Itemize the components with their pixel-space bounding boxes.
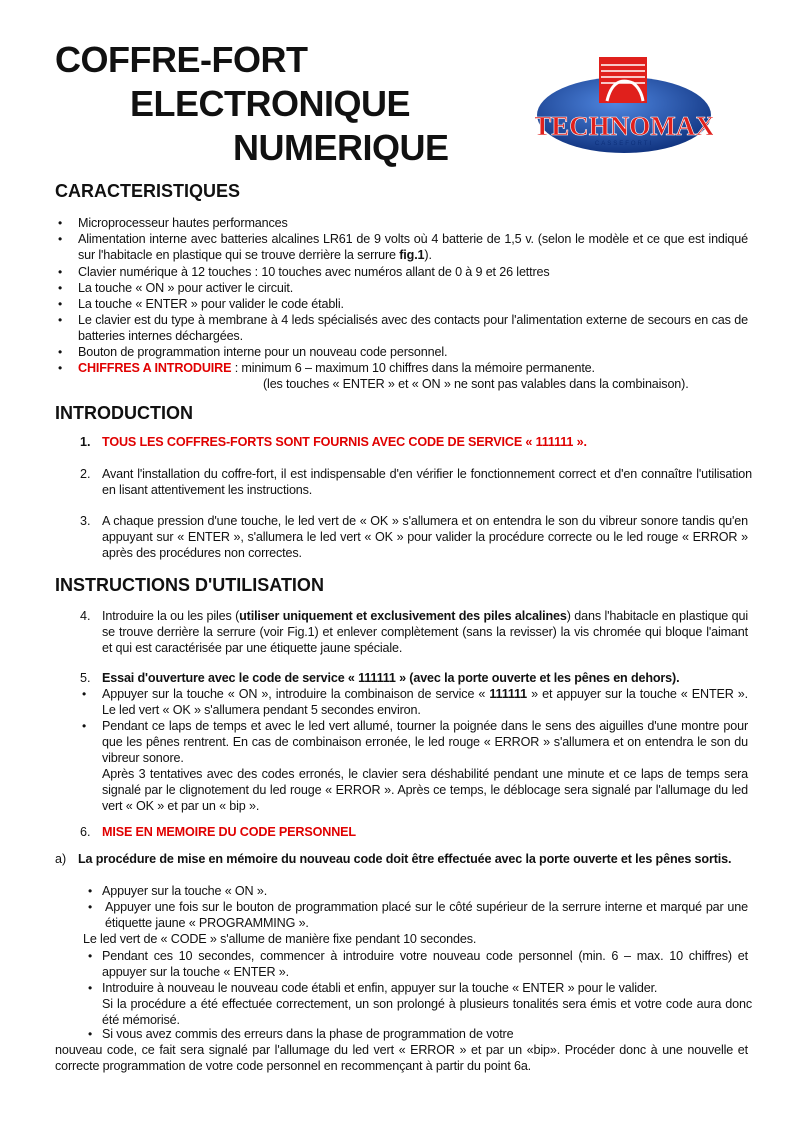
- step-a: La procédure de mise en mémoire du nouveau code doit être effectuée avec la porte ouverte et les pênes sortis.: [78, 852, 732, 866]
- list-item: Introduire à nouveau le nouveau code établi et enfin, appuyer sur la touche « ENTER » pour le valider.: [102, 981, 658, 995]
- list-item-chiffres: [78, 360, 758, 376]
- intro-item-3: A chaque pression d'une touche, le led vert de « OK » s'allumera et on entendra le son du vibreur sonore tandis qu'en appuyant sur « ENTER », s'allumera le led vert « OK » pour valider la procédure correcte ou le led rouge « ERROR » après des procédures non correctes.: [102, 514, 748, 560]
- intro-item-2: Avant l'installation du coffre-fort, il est indispensable d'en vérifier le fonctionnement correct et d'en connaître l'utilisation en lisant attentivement les instructions.: [102, 467, 752, 497]
- section-heading-introduction: INTRODUCTION: [55, 403, 193, 423]
- chiffres-note: (les touches « ENTER » et « ON » ne sont pas valables dans la combinaison).: [263, 377, 689, 391]
- title-line-3: NUMERIQUE: [233, 127, 449, 168]
- code-bold: 111111: [489, 687, 528, 701]
- bullet-icon: •: [58, 345, 63, 359]
- list-item: Appuyer sur la touche « ON ».: [102, 884, 268, 898]
- item-number: 4.: [80, 609, 91, 623]
- item-number: 5.: [80, 671, 91, 685]
- list-item: Appuyer une fois sur le bouton de programmation placé sur le côté supérieur de la serrure interne et marqué par une étiquette jaune « PROGRAMMING ».: [105, 900, 748, 930]
- title-line-2: ELECTRONIQUE: [130, 83, 411, 124]
- technomax-logo: [535, 55, 713, 155]
- bullet-icon: •: [58, 297, 63, 311]
- item-number: 6.: [80, 825, 91, 839]
- bullet-icon: •: [88, 900, 93, 914]
- list-item: Le clavier est du type à membrane à 4 leds spécialisés avec des contacts pour l'alimentation externe de secours en cas de batteries internes déchargées.: [78, 313, 748, 343]
- chiffres-text: : minimum 6 – maximum 10 chiffres dans la mémoire permanente.: [231, 361, 595, 375]
- svg-text:CASSEFORTI: CASSEFORTI: [594, 141, 654, 147]
- bullet-icon: •: [58, 216, 63, 230]
- instr-item-4: [102, 608, 748, 656]
- list-item: Pendant ces 10 secondes, commencer à introduire votre nouveau code personnel (min. 6 – max. 10 chiffres) et appuyer sur la touche « ENTER ».: [102, 949, 748, 979]
- code-led-note: Le led vert de « CODE » s'allume de manière fixe pendant 10 secondes.: [83, 932, 477, 946]
- list-item-continuation: Si la procédure a été effectuée correctement, un son prolongé à plusieurs tonalités sera émis et votre code aura donc été mémorisé.: [102, 997, 752, 1027]
- bullet-icon: •: [58, 281, 63, 295]
- instr-item-5: Essai d'ouverture avec le code de service « 111111 » (avec la porte ouverte et les pênes en dehors).: [102, 671, 680, 685]
- bullet-icon: •: [58, 313, 63, 327]
- list-item-continuation: Après 3 tentatives avec des codes erronés, le clavier sera déshabilité pendant une minute et ce laps de temps sera signalé par le clignotement du led rouge « ERROR ». Après ce temps, le déblocage sera signalé par l'allumage du led vert « OK » et par un « bip ».: [102, 767, 748, 813]
- intro-item-1: TOUS LES COFFRES-FORTS SONT FOURNIS AVEC CODE DE SERVICE « 111111 ».: [102, 435, 587, 449]
- list-item-text: Alimentation interne avec batteries alcalines LR61 de 9 volts où 4 batterie de 1,5 v. (selon le modèle et ce que est indiqué sur l'habitacle en plastique qui se trouve derrière la serrure: [78, 232, 748, 262]
- section-heading-instructions: INSTRUCTIONS D'UTILISATION: [55, 575, 324, 595]
- bullet-icon: •: [88, 1027, 93, 1041]
- text: » et appuyer sur la touche « ENTER ». Le led vert « OK » s'allumera pendant 5 secondes environ.: [102, 687, 748, 717]
- list-item: La touche « ENTER » pour valider le code établi.: [78, 297, 344, 311]
- text: Introduire la ou les piles (: [102, 609, 240, 623]
- chiffres-label: CHIFFRES A INTRODUIRE: [78, 361, 232, 375]
- list-item-continuation: nouveau code, ce fait sera signalé par l'allumage du led vert « ERROR » et par un «bip». Procéder donc à une nouvelle et correcte programmation de votre code personnel en recommençant à partir du point 6a.: [55, 1043, 748, 1073]
- list-item-text: ).: [424, 248, 432, 262]
- bullet-icon: •: [88, 981, 93, 995]
- bullet-icon: •: [58, 232, 63, 246]
- section-heading-caracteristiques: CARACTERISTIQUES: [55, 181, 241, 201]
- text-bold: utiliser uniquement et exclusivement des piles alcalines: [239, 609, 567, 623]
- bullet-icon: •: [58, 361, 63, 375]
- fig-ref: fig.1: [399, 248, 425, 262]
- text: Appuyer sur la touche « ON », introduire la combinaison de service «: [102, 687, 490, 701]
- list-item: Pendant ce laps de temps et avec le led vert allumé, tourner la poignée dans le sens des aiguilles d'une montre pour que les pênes rentrent. En cas de combinaison erronée, le led rouge « ERROR » s'allumera et on entendra le son du vibreur sonore.: [102, 719, 748, 765]
- bullet-icon: •: [88, 884, 93, 898]
- bullet-icon: •: [82, 687, 87, 701]
- list-item: La touche « ON » pour activer le circuit.: [78, 281, 294, 295]
- instr-item-6: MISE EN MEMOIRE DU CODE PERSONNEL: [102, 825, 356, 839]
- list-item: Si vous avez commis des erreurs dans la phase de programmation de votre: [102, 1027, 514, 1041]
- list-item: [78, 231, 748, 263]
- title-line-1: COFFRE-FORT: [55, 39, 308, 80]
- list-item: Bouton de programmation interne pour un nouveau code personnel.: [78, 345, 448, 359]
- svg-text:TECHNOMAX: TECHNOMAX: [535, 111, 713, 141]
- item-number: 1.: [80, 435, 91, 449]
- bullet-icon: •: [88, 949, 93, 963]
- bullet-icon: •: [82, 719, 87, 733]
- item-number: 3.: [80, 514, 91, 528]
- list-item: [102, 686, 748, 718]
- text: ) dans l'habitacle en plastique qui se trouve derrière la serrure (voir Fig.1) et enlever complètement (sans la revisser) la vis chromée qui bloque l'aimant et qui est caractérisée par une étiquette jaune spéciale.: [102, 609, 748, 655]
- list-item: Clavier numérique à 12 touches : 10 touches avec numéros allant de 0 à 9 et 26 lettres: [78, 265, 550, 279]
- item-number: 2.: [80, 467, 91, 481]
- bullet-icon: •: [58, 265, 63, 279]
- item-letter: a): [55, 852, 67, 866]
- list-item: Microprocesseur hautes performances: [78, 216, 288, 230]
